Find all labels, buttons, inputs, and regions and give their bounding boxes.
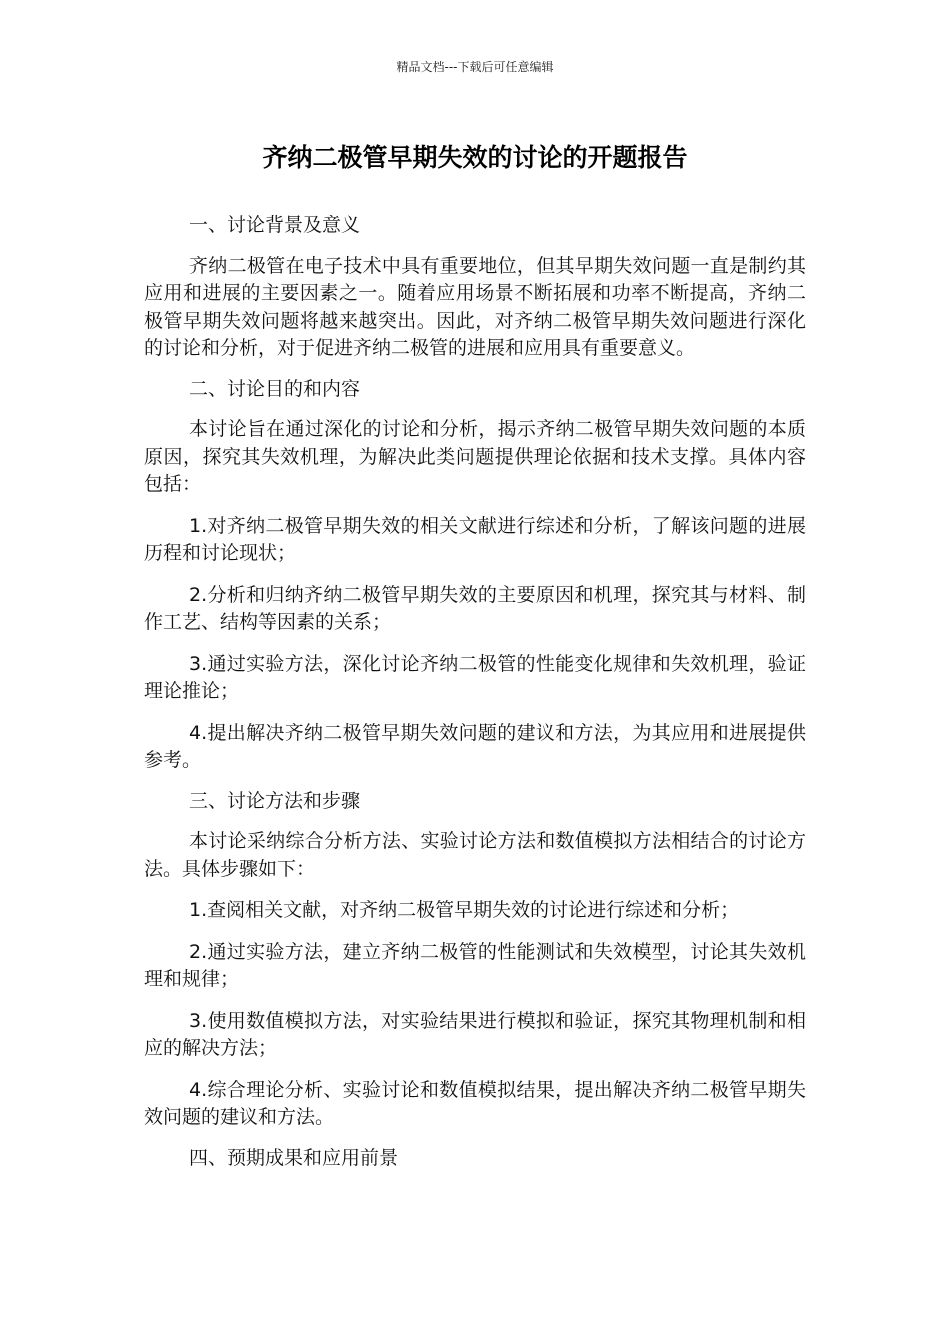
list-item: 2.通过实验方法，建立齐纳二极管的性能测试和失效模型，讨论其失效机理和规律；	[144, 940, 806, 990]
list-item: 3.使用数值模拟方法，对实验结果进行模拟和验证，探究其物理机制和相应的解决方法；	[144, 1009, 806, 1059]
list-item: 1.对齐纳二极管早期失效的相关文献进行综述和分析，了解该问题的进展历程和讨论现状；	[144, 514, 806, 564]
document-body	[144, 212, 806, 1172]
document-title: 齐纳二极管早期失效的讨论的开题报告	[262, 143, 688, 172]
header-watermark: 精品文档---下载后可任意编辑	[396, 60, 554, 74]
paragraph-background: 齐纳二极管在电子技术中具有重要地位，但其早期失效问题一直是制约其应用和进展的主要因素之一。随着应用场景不断拓展和功率不断提高，齐纳二极管早期失效问题将越来越突出。因此，对齐纳二极管早期失效问题进行深化的讨论和分析，对于促进齐纳二极管的进展和应用具有重要意义。	[144, 254, 806, 359]
list-item: 3.通过实验方法，深化讨论齐纳二极管的性能变化规律和失效机理，验证理论推论；	[144, 652, 806, 702]
section-heading-purpose: 二、讨论目的和内容	[189, 377, 361, 400]
paragraph-methods: 本讨论采纳综合分析方法、实验讨论方法和数值模拟方法相结合的讨论方法。具体步骤如下：	[144, 830, 806, 880]
list-item: 4.综合理论分析、实验讨论和数值模拟结果，提出解决齐纳二极管早期失效问题的建议和方法。	[144, 1078, 806, 1128]
list-item: 2.分析和归纳齐纳二极管早期失效的主要原因和机理，探究其与材料、制作工艺、结构等因素的关系；	[144, 583, 806, 633]
list-item: 4.提出解决齐纳二极管早期失效问题的建议和方法，为其应用和进展提供参考。	[144, 721, 806, 771]
paragraph-purpose: 本讨论旨在通过深化的讨论和分析，揭示齐纳二极管早期失效问题的本质原因，探究其失效机理，为解决此类问题提供理论依据和技术支撑。具体内容包括：	[144, 418, 806, 495]
section-heading-background: 一、讨论背景及意义	[189, 214, 361, 236]
list-item: 1.查阅相关文献，对齐纳二极管早期失效的讨论进行综述和分析；	[189, 899, 740, 921]
section-heading-outcomes: 四、预期成果和应用前景	[189, 1146, 399, 1169]
section-heading-methods: 三、讨论方法和步骤	[189, 789, 361, 812]
